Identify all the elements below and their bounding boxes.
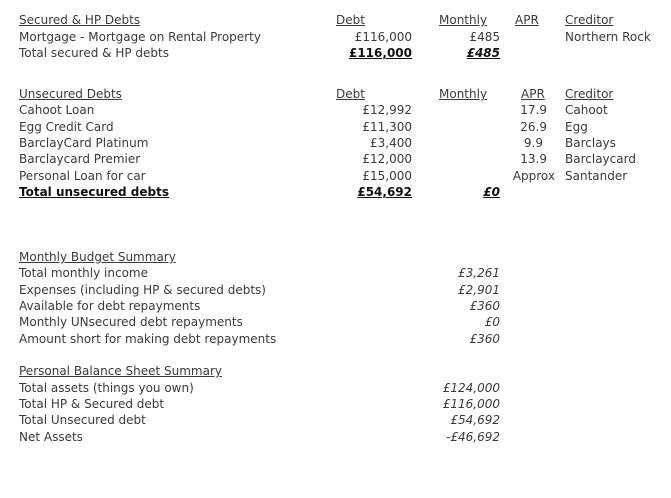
- budget-row-label: Amount short for making debt repayments: [19, 332, 277, 346]
- secured-monthly-header: Monthly: [439, 13, 488, 27]
- budget-row-value: £2,901: [458, 283, 500, 297]
- unsecured-debt-header: Debt: [336, 87, 365, 101]
- budget-row-value: £360: [469, 332, 500, 346]
- secured-row-debt: £116,000: [354, 30, 412, 44]
- balance-row: [0, 429, 671, 445]
- balance-row: [0, 380, 671, 396]
- balance-row-value: £54,692: [450, 413, 500, 427]
- unsecured-row-label: Cahoot Loan: [19, 103, 95, 117]
- unsecured-header-row: [0, 86, 671, 102]
- balance-title-row: [0, 363, 671, 379]
- secured-row-creditor: Northern Rock: [565, 30, 651, 44]
- balance-row-value: £116,000: [442, 397, 500, 411]
- secured-total-label: Total secured & HP debts: [19, 46, 169, 60]
- unsecured-row-creditor: Barclaycard: [565, 152, 636, 166]
- unsecured-row: [0, 135, 671, 151]
- budget-row-value: £360: [469, 299, 500, 313]
- unsecured-apr-header: APR: [521, 87, 545, 101]
- secured-apr-header: APR: [515, 13, 539, 27]
- budget-section-title: Monthly Budget Summary: [19, 250, 176, 264]
- secured-total-row: [0, 45, 671, 61]
- budget-row-value: £0: [484, 315, 500, 329]
- unsecured-row-label: BarclayCard Platinum: [19, 136, 149, 150]
- balance-row-label: Total assets (things you own): [19, 381, 194, 395]
- balance-row-value: £124,000: [442, 381, 500, 395]
- unsecured-row-apr: 17.9: [520, 103, 547, 117]
- unsecured-row: [0, 119, 671, 135]
- secured-debt-header: Debt: [336, 13, 365, 27]
- unsecured-total-debt: £54,692: [357, 185, 412, 199]
- secured-header-row: [0, 12, 671, 28]
- budget-row-label: Monthly UNsecured debt repayments: [19, 315, 243, 329]
- balance-row-label: Net Assets: [19, 430, 83, 444]
- unsecured-row-debt: £3,400: [370, 136, 412, 150]
- balance-section-title: Personal Balance Sheet Summary: [19, 364, 222, 378]
- budget-row: [0, 282, 671, 298]
- unsecured-row: [0, 102, 671, 118]
- unsecured-row-apr: 26.9: [520, 120, 547, 134]
- unsecured-row: [0, 151, 671, 167]
- secured-section-title: Secured & HP Debts: [19, 13, 141, 27]
- balance-row-label: Total Unsecured debt: [19, 413, 146, 427]
- budget-row-label: Expenses (including HP & secured debts): [19, 283, 266, 297]
- budget-row-value: £3,261: [458, 266, 500, 280]
- unsecured-row-debt: £12,000: [362, 152, 412, 166]
- unsecured-row-debt: £15,000: [362, 169, 412, 183]
- balance-row: [0, 396, 671, 412]
- secured-total-debt: £116,000: [348, 46, 412, 60]
- unsecured-row-label: Egg Credit Card: [19, 120, 114, 134]
- unsecured-row-label: Personal Loan for car: [19, 169, 146, 183]
- unsecured-row-creditor: Santander: [565, 169, 628, 183]
- unsecured-row-debt: £12,992: [362, 103, 412, 117]
- unsecured-row-apr: 9.9: [523, 136, 543, 150]
- unsecured-row-creditor: Egg: [565, 120, 588, 134]
- balance-row: [0, 412, 671, 428]
- unsecured-row-debt: £11,300: [362, 120, 412, 134]
- secured-row-label: Mortgage - Mortgage on Rental Property: [19, 30, 261, 44]
- unsecured-row-creditor: Cahoot: [565, 103, 608, 117]
- budget-title-row: [0, 249, 671, 265]
- unsecured-total-label: Total unsecured debts: [19, 185, 170, 199]
- unsecured-total-monthly: £0: [483, 185, 500, 199]
- secured-total-monthly: £485: [466, 46, 500, 60]
- budget-row-label: Available for debt repayments: [19, 299, 201, 313]
- budget-row: [0, 314, 671, 330]
- budget-row: [0, 331, 671, 347]
- unsecured-row-apr: 13.9: [520, 152, 547, 166]
- unsecured-row-label: Barclaycard Premier: [19, 152, 141, 166]
- unsecured-section-title: Unsecured Debts: [19, 87, 122, 101]
- budget-row-label: Total monthly income: [19, 266, 148, 280]
- budget-row: [0, 265, 671, 281]
- balance-row-label: Total HP & Secured debt: [19, 397, 165, 411]
- unsecured-row: [0, 168, 671, 184]
- unsecured-monthly-header: Monthly: [439, 87, 488, 101]
- unsecured-row-apr: Approx: [512, 169, 555, 183]
- unsecured-creditor-header: Creditor: [565, 87, 614, 101]
- secured-creditor-header: Creditor: [565, 13, 614, 27]
- secured-row-monthly: £485: [469, 30, 500, 44]
- secured-row: [0, 29, 671, 45]
- balance-row-value: -£46,692: [446, 430, 500, 444]
- unsecured-total-row: [0, 184, 671, 200]
- unsecured-row-creditor: Barclays: [565, 136, 616, 150]
- budget-row: [0, 298, 671, 314]
